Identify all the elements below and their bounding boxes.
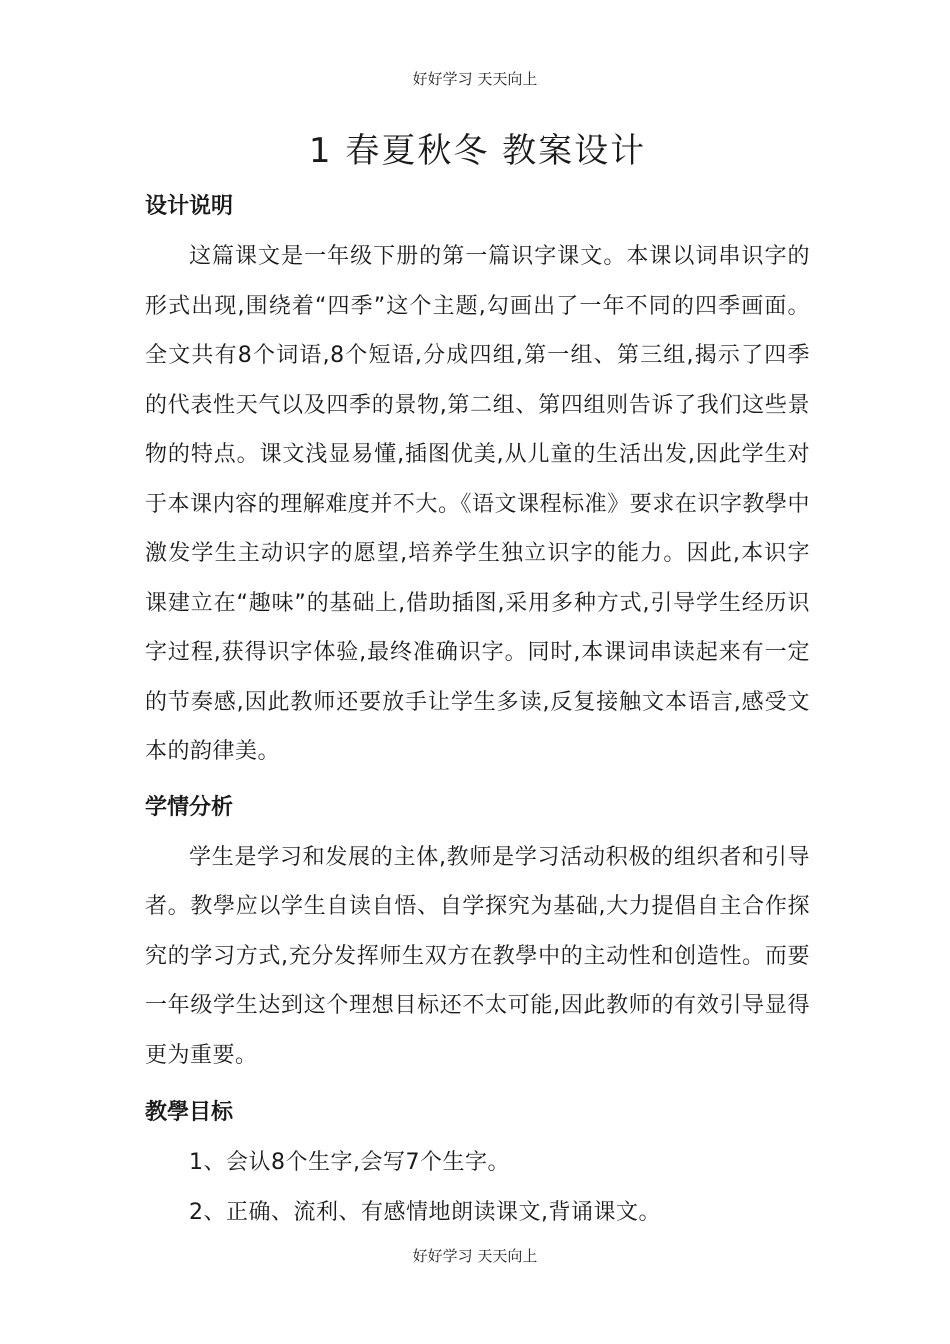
- design-notes-paragraph: 这篇课文是一年级下册的第一篇识字课文。本课以词串识字的形式出现,围绕着“四季”这个主题,勾画出了一年不同的四季画面。全文共有8个词语,8个短语,分成四组,第一组、第三组,揭示了四季的代表性天气以及四季的景物,第二组、第四组则告诉了我们这些景物的特点。课文浅显易懂,插图优美,从儿童的生活出发,因此学生对于本课内容的理解难度并不大。《语文课程标准》要求在识字教學中激发学生主动识字的愿望,培养学生独立识字的能力。因此,本识字课建立在“趣味”的基础上,借助插图,采用多种方式,引导学生经历识字过程,获得识字体验,最终准确识字。同时,本课词串读起来有一定的节奏感,因此教师还要放手让学生多读,反复接触文本语言,感受文本的韵律美。: [145, 244, 810, 764]
- student-analysis-paragraph: 学生是学习和发展的主体,教师是学习活动积极的组织者和引导者。教學应以学生自读自悟、自学探究为基础,大力提倡自主合作探究的学习方式,充分发挥师生双方在教學中的主动性和创造性。而要一年级学生达到这个理想目标还不太可能,因此教师的有效引导显得更为重要。: [145, 844, 810, 1068]
- section-heading-teaching-goals: 教學目标: [145, 1100, 234, 1125]
- teaching-goal-item: 2、正确、流利、有感情地朗读课文,背诵课文。: [189, 1199, 661, 1225]
- teaching-goal-item: 1、会认8个生字,会写7个生字。: [189, 1150, 510, 1175]
- page-header: 好好学习 天天向上: [412, 70, 538, 88]
- section-heading-student-analysis: 学情分析: [145, 794, 234, 820]
- page-footer: 好好学习 天天向上: [412, 1247, 538, 1265]
- document-title: 1 春夏秋冬 教案设计: [308, 131, 647, 171]
- document-body: [145, 128, 810, 1237]
- section-heading-design-notes: 设计说明: [145, 194, 234, 219]
